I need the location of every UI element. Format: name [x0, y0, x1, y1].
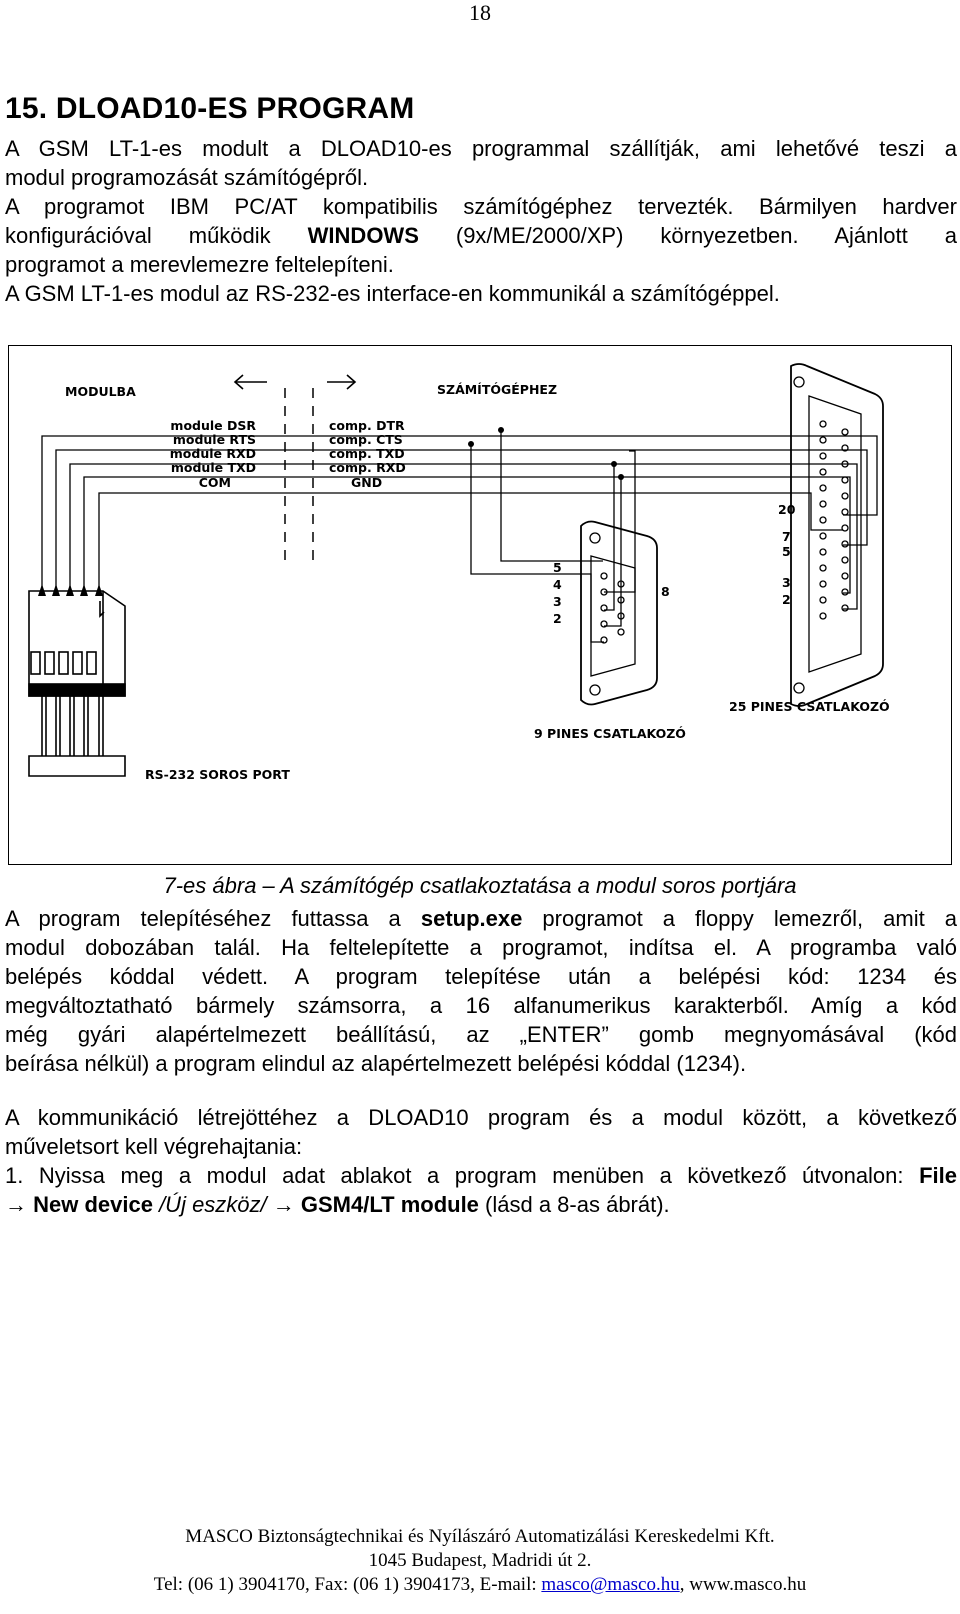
signal-label: module DSR [170, 418, 256, 433]
intro-line: A GSM LT-1-es modult a DLOAD10-es programmal szállítják, ami lehetővé teszi a [5, 136, 957, 161]
signal-label: COM [198, 475, 231, 490]
body-line: belépés kóddal védett. A program telepítése után a belépési kód: 1234 és [5, 964, 957, 989]
intro-line: A programot IBM PC/AT kompatibilis számítógéphez tervezték. Bármilyen hardver [5, 194, 957, 219]
label-9pin: 9 PINES CSATLAKOZÓ [534, 726, 686, 741]
figure-caption: 7-es ábra – A számítógép csatlakoztatása a modul soros portjára [163, 873, 797, 898]
page-number: 18 [469, 0, 491, 25]
intro-paragraph [5, 134, 957, 308]
pin-number: 4 [553, 577, 562, 592]
signal-label: GND [351, 475, 383, 490]
intro-line: A GSM LT-1-es modul az RS-232-es interface-en kommunikál a számítógéppel. [5, 281, 780, 306]
signal-label: module RTS [172, 432, 256, 447]
intro-line: modul programozását számítógépről. [5, 165, 369, 190]
email-link[interactable]: masco@masco.hu [541, 1574, 680, 1595]
module-terminal-block [29, 591, 125, 776]
wiring-diagram [8, 345, 952, 865]
junction-dots [468, 427, 624, 480]
arrow-right-icon [327, 375, 355, 389]
body-line: megváltoztatható bármely számsorra, a 16 alfanumerikus karakterből. Amíg a kód [5, 993, 957, 1018]
comm-line: 1. Nyissa meg a modul adat ablakot a program menüben a következő útvonalon: File [5, 1163, 957, 1188]
pin-number: 2 [553, 611, 562, 626]
footer-contact: Tel: (06 1) 3904170, Fax: (06 1) 3904173, E-mail: masco@masco.hu, www.masco.hu [153, 1574, 807, 1595]
signal-label: comp. DTR [329, 418, 405, 433]
comm-line: A kommunikáció létrejöttéhez a DLOAD10 program és a modul között, a következő [5, 1105, 957, 1130]
footer-address: 1045 Budapest, Madridi út 2. [368, 1550, 592, 1571]
label-25pin: 25 PINES CSATLAKOZÓ [729, 699, 890, 714]
website-text: www.masco.hu [689, 1574, 807, 1595]
db25-connector [791, 364, 883, 706]
arrow-up-icon [38, 584, 103, 596]
menu-new-device-bold: → New device [5, 1192, 153, 1217]
body-line: A program telepítéséhez futtassa a setup.exe programot a floppy lemezről, amit a [5, 906, 957, 931]
intro-line: programot a merevlemezre feltelepíteni. [5, 252, 394, 277]
windows-bold: WINDOWS [307, 223, 419, 248]
pin-number: 7 [782, 529, 791, 544]
menu-uj-eszkoz-italic: /Új eszköz/ [152, 1192, 267, 1217]
signal-wires [42, 430, 877, 642]
menu-file-bold: File [919, 1163, 957, 1188]
label-port: RS-232 SOROS PORT [145, 767, 290, 782]
label-modulba: MODULBA [65, 384, 136, 399]
pin-number: 20 [778, 502, 796, 517]
db9-connector [581, 522, 657, 705]
setup-exe-bold: setup.exe [420, 906, 523, 931]
footer-company: MASCO Biztonságtechnikai és Nyílászáró Automatizálási Kereskedelmi Kft. [185, 1526, 775, 1547]
body-line: modul dobozában talál. Ha feltelepítette a programot, indítsa el. A programba való [5, 935, 957, 960]
pin-number: 5 [782, 544, 791, 559]
comm-line: → New device /Új eszköz/ → GSM4/LT module (lásd a 8-as ábrát). [5, 1192, 670, 1217]
signal-label: comp. CTS [329, 432, 403, 447]
body-line: még gyári alapértelmezett beállítású, az „ENTER” gomb megnyomásával (kód [5, 1022, 957, 1047]
pin-number: 8 [661, 584, 670, 599]
install-paragraph [5, 904, 957, 1078]
signal-label: module TXD [170, 460, 256, 475]
menu-gsm4-bold: → GSM4/LT module [266, 1192, 479, 1217]
body-line: beírása nélkül) a program elindul az alapértelmezett belépési kóddal (1234). [5, 1051, 747, 1076]
pin-number: 5 [553, 560, 562, 575]
arrow-left-icon [235, 375, 267, 389]
signal-label: comp. RXD [329, 460, 406, 475]
pin-number: 2 [782, 592, 791, 607]
comm-line: műveletsort kell végrehajtania: [5, 1134, 303, 1159]
communication-paragraph [5, 1103, 957, 1219]
signal-label: module RXD [169, 446, 256, 461]
pin-number: 3 [553, 594, 562, 609]
intro-line: konfigurációval működik WINDOWS (9x/ME/2000/XP) környezetben. Ajánlott a [5, 223, 957, 248]
pin-number: 3 [782, 575, 791, 590]
signal-label: comp. TXD [329, 446, 405, 461]
label-szamitogephez: SZÁMÍTÓGÉPHEZ [437, 382, 558, 397]
section-heading: 15. DLOAD10-ES PROGRAM [5, 92, 415, 125]
